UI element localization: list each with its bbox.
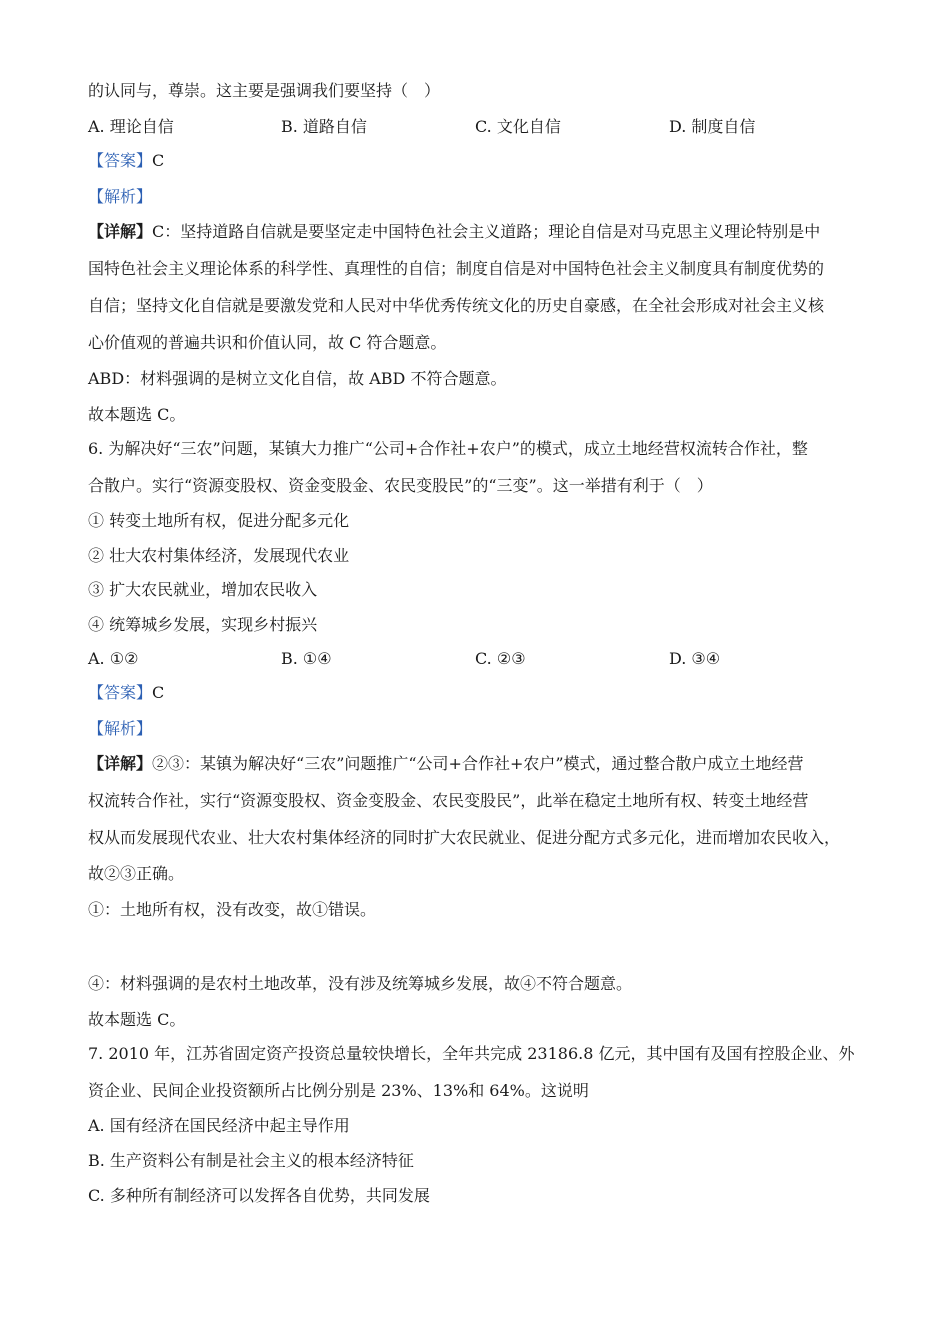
q6-detail-line-4: 故②③正确。	[88, 864, 185, 883]
q6-option-c: C. ②③	[475, 649, 526, 668]
q6-stem-line-2: 合散户。实行“资源变股权、资金变股金、农民变股民”的“三变”。这一举措有利于（ ）	[88, 476, 713, 495]
q6-option-a: A. ①②	[88, 649, 139, 668]
answer-tag: 【答案】	[88, 151, 153, 170]
q5-detail-line-4: 心价值观的普遍共识和价值认同，故 C 符合题意。	[88, 333, 447, 352]
q6-statement-2: ② 壮大农村集体经济，发展现代农业	[88, 546, 350, 565]
q6-detail-line-6: ④：材料强调的是农村土地改革，没有涉及统筹城乡发展，故④不符合题意。	[88, 974, 633, 993]
q6-option-b: B. ①④	[281, 649, 332, 668]
q5-answer	[88, 150, 164, 172]
q6-option-d: D. ③④	[669, 649, 721, 668]
q7-stem-line-2: 资企业、民间企业投资额所占比例分别是 23%、13%和 64%。这说明	[88, 1081, 589, 1100]
q6-conclusion: 故本题选 C。	[88, 1010, 186, 1029]
q5-analysis-tag: 【解析】	[88, 187, 153, 206]
q5-option-b: B. 道路自信	[281, 117, 367, 136]
answer-value: C	[152, 683, 165, 702]
answer-value: C	[152, 151, 165, 170]
detail-tag: 【详解】	[88, 754, 153, 773]
q5-detail-line-2: 国特色社会主义理论体系的科学性、真理性的自信；制度自信是对中国特色社会主义制度具有制度优势的	[88, 259, 825, 278]
q5-conclusion: 故本题选 C。	[88, 405, 186, 424]
q6-detail-line-5: ①：土地所有权，没有改变，故①错误。	[88, 900, 377, 919]
q7-option-a: A. 国有经济在国民经济中起主导作用	[88, 1116, 350, 1135]
q6-detail-line-2: 权流转合作社，实行“资源变股权、资金变股金、农民变股民”，此举在稳定土地所有权、转变土地经营	[88, 791, 809, 810]
q5-detail-line-1: 【详解】C：坚持道路自信就是要坚定走中国特色社会主义道路；理论自信是对马克思主义理论特别是中	[88, 222, 821, 241]
q5-option-a: A. 理论自信	[88, 117, 174, 136]
q7-option-b: B. 生产资料公有制是社会主义的根本经济特征	[88, 1151, 414, 1170]
q7-option-c: C. 多种所有制经济可以发挥各自优势，共同发展	[88, 1186, 430, 1205]
q6-statement-4: ④ 统筹城乡发展，实现乡村振兴	[88, 615, 318, 634]
q5-detail-line-5: ABD：材料强调的是树立文化自信，故 ABD 不符合题意。	[88, 369, 507, 388]
detail-tag: 【详解】	[88, 222, 153, 241]
q5-detail-line-3: 自信；坚持文化自信就是要激发党和人民对中华优秀传统文化的历史自豪感，在全社会形成对社会主义核	[88, 296, 825, 315]
q6-statement-1: ① 转变土地所有权，促进分配多元化	[88, 511, 350, 530]
q6-statement-3: ③ 扩大农民就业，增加农民收入	[88, 580, 318, 599]
q6-detail-line-1: 【详解】②③：某镇为解决好“三农”问题推广“公司+合作社+农户”模式，通过整合散户成立土地经营	[88, 754, 804, 773]
q6-analysis-tag: 【解析】	[88, 719, 153, 738]
q6-answer	[88, 682, 164, 704]
answer-tag: 【答案】	[88, 683, 153, 702]
q5-stem-tail: 的认同与，尊崇。这主要是强调我们要坚持（ ）	[88, 81, 441, 100]
q7-stem-line-1: 7. 2010 年，江苏省固定资产投资总量较快增长，全年共完成 23186.8 亿元，其中国有及国有控股企业、外	[88, 1044, 855, 1063]
q6-detail-line-3: 权从而发展现代农业、壮大农村集体经济的同时扩大农民就业、促进分配方式多元化，进而增加农民收入，	[88, 828, 841, 847]
q6-stem-line-1: 6. 为解决好“三农”问题，某镇大力推广“公司+合作社+农户”的模式，成立土地经营权流转合作社，整	[88, 439, 808, 458]
q5-option-d: D. 制度自信	[669, 117, 756, 136]
q5-option-c: C. 文化自信	[475, 117, 561, 136]
